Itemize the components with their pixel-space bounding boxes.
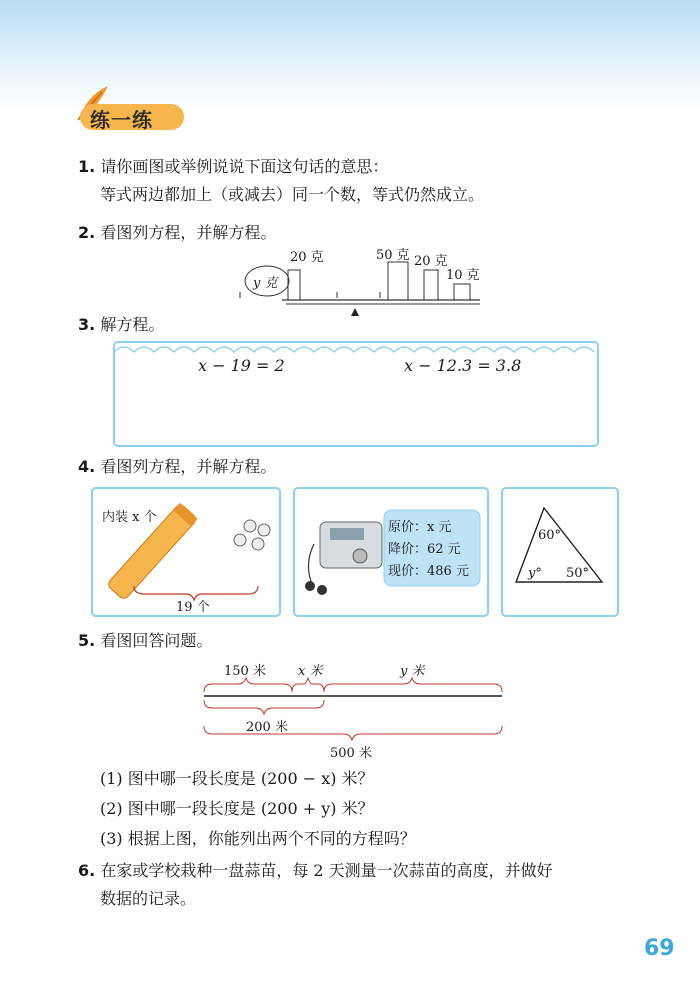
q4-angle-left: y° bbox=[528, 566, 542, 581]
q2-left-label: y 克 bbox=[253, 276, 278, 291]
q2-weight-50: 50 克 bbox=[376, 248, 410, 263]
q2-weight-10: 10 克 bbox=[446, 268, 480, 283]
q2-prompt: 2. 看图列方程，并解方程。 bbox=[78, 223, 277, 242]
q2-left-weight: 20 克 bbox=[290, 250, 324, 265]
q2-weight-20: 20 克 bbox=[414, 254, 448, 269]
q3-equation-2: x − 12.3 = 3.8 bbox=[404, 356, 522, 375]
q4-prompt: 4. 看图列方程，并解方程。 bbox=[78, 457, 277, 476]
q4-price-current: 现价：486 元 bbox=[388, 564, 469, 579]
q4-angle-right: 50° bbox=[566, 566, 590, 581]
q3-prompt: 3. 解方程。 bbox=[78, 315, 165, 334]
q5-seg-200: 200 米 bbox=[246, 720, 288, 735]
q5-sub2: (2) 图中哪一段长度是 (200 + y) 米？ bbox=[100, 799, 374, 818]
section-title bbox=[72, 98, 184, 134]
q3-equation-1: x − 19 = 2 bbox=[198, 356, 285, 375]
q5-prompt: 5. 看图回答问题。 bbox=[78, 631, 213, 650]
q6-prompt-line2: 数据的记录。 bbox=[100, 889, 197, 908]
q5-seg-x: x 米 bbox=[298, 664, 323, 679]
q5-seg-150: 150 米 bbox=[224, 664, 266, 679]
section-title-text: 练一练 bbox=[90, 108, 153, 132]
q4-panel-triangle bbox=[498, 484, 622, 620]
q4-price-drop: 降价：62 元 bbox=[388, 542, 461, 557]
page-number: 69 bbox=[644, 936, 675, 961]
q6-prompt: 6. 在家或学校栽种一盘蒜苗，每 2 天测量一次蒜苗的高度，并做好 bbox=[78, 861, 553, 880]
q1-prompt: 1. 请你画图或举例说说下面这句话的意思： bbox=[78, 157, 389, 176]
q4-price-original: 原价：x 元 bbox=[388, 520, 452, 535]
q5-sub1: (1) 图中哪一段长度是 (200 − x) 米？ bbox=[100, 769, 374, 788]
q3-equation-box bbox=[110, 338, 602, 450]
q5-seg-500: 500 米 bbox=[330, 746, 372, 761]
q4-panel1-count: 19 个 bbox=[176, 600, 210, 615]
q4-angle-top: 60° bbox=[538, 528, 562, 543]
q5-seg-y: y 米 bbox=[400, 664, 425, 679]
q1-statement: 等式两边都加上（或减去）同一个数，等式仍然成立。 bbox=[100, 185, 485, 204]
q5-sub3: (3) 根据上图，你能列出两个不同的方程吗？ bbox=[100, 829, 416, 848]
q4-panel1-label: 内装 x 个 bbox=[102, 510, 157, 525]
